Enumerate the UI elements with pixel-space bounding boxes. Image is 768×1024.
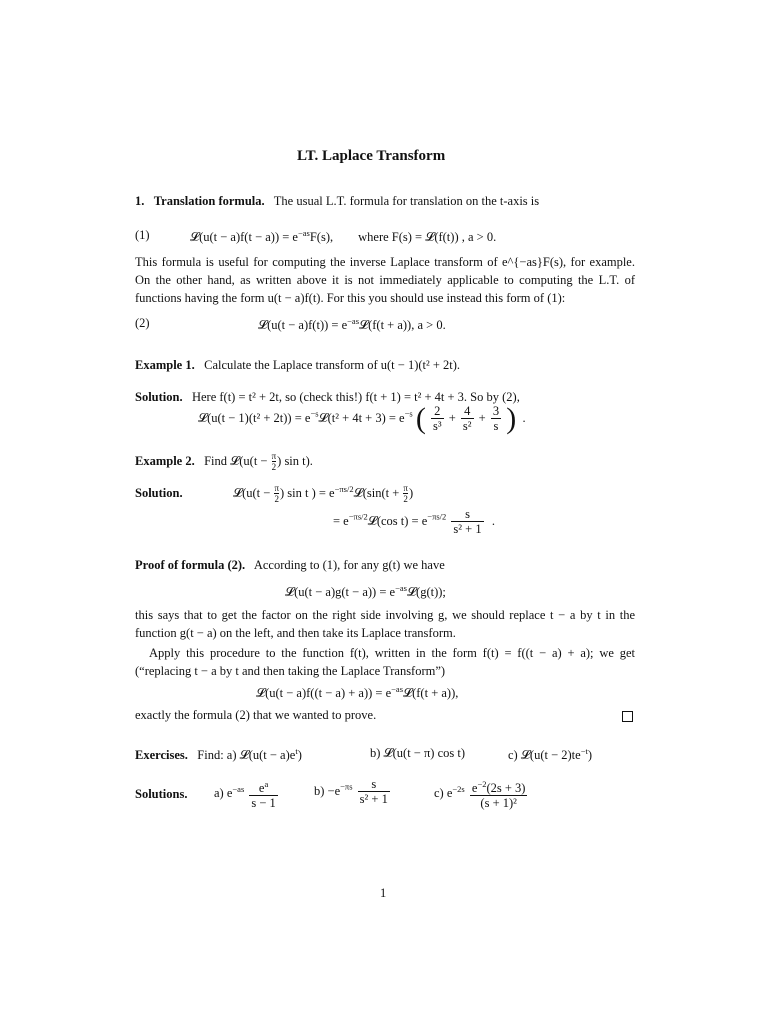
- example-2-line-1: 𝓛(u(t − $\frac{\pi}{2}$ ) sin t ) = $e^{-\pi s/2}𝓛(\sin(t$ + $\frac{\pi}{2}$ ): [233, 483, 414, 505]
- exercises-line: Exercises. Find: a) 𝓛(u(t − $a)e^t$): [135, 746, 302, 763]
- pi-over-2: $\frac{\pi}{2}$: [271, 451, 277, 472]
- eq1-exp: −as: [297, 228, 310, 238]
- fraction-s-over-s2-plus-1: $\frac{s}{\text{s² + 1}}$: [453, 507, 482, 536]
- fraction-4-over-s2: $\frac{4}{\text{s²}}$: [462, 404, 472, 433]
- solution-b-fraction: $\frac{s}{\text{s² + 1}}$: [359, 777, 388, 806]
- solution-a-fraction: $\frac{e^a}{s - 1}$: [251, 779, 276, 811]
- eq2-lhs: 𝓛(u(t − a)f(t)) = e: [258, 318, 348, 333]
- example-1: [135, 358, 460, 373]
- solution-c-fraction: $\frac{e^{-2}(2s + 3)}{\text{(s + 1)²}}$: [471, 779, 526, 811]
- proof-paragraph-2: Apply this procedure to the function f(t), written in the form f(t) = f((t − a) + a); we get (“replacing t − a by t and then taking the Laplace Transform”): [135, 646, 635, 678]
- example-2-heading: Example 2.: [135, 453, 195, 468]
- exercise-b: b) 𝓛(u(t − π) cos t): [370, 746, 465, 760]
- proof-heading-line: [135, 558, 445, 573]
- fraction-3-over-s: $\frac{3}{s}$: [492, 404, 500, 433]
- example-1-text: Calculate the Laplace transform of u(t − 1)(t² + 2t).: [204, 358, 461, 372]
- page-number: 1: [380, 886, 387, 900]
- eq2-exp: −as: [347, 316, 359, 326]
- equation-1: [190, 228, 496, 245]
- pi-over-2: $\frac{\pi}{2}$: [403, 483, 408, 505]
- proof-paragraph-1: this says that to get the factor on the right side involving g, we should replace t − a by t in the function g(t − a) on the left, and then take its Laplace transform.: [135, 608, 635, 640]
- sol-eq-mid: 𝓛(t² + 4t + 3) = e: [318, 410, 405, 425]
- example-1-solution-equation: 𝓛(u(t − $1)(t^2 + 2t)) = e^{-s}𝓛(t^2 + 4t + 3) = e^{-s}$ ( $\frac{2}{\text{s³}}$ + $\frac{4}{\text{s²}}$ + $\frac{3}{s}$ ) .: [198, 402, 526, 435]
- proof-text: According to (1), for any g(t) we have: [253, 558, 445, 572]
- eq1-rhs: F(s),: [309, 230, 334, 245]
- solution-text: Here f(t) = t² + 2t, so (check this!) f(t + 1) = t² + 4t + 3. So by (2),: [191, 390, 520, 404]
- solution-c: c) $e^{-2s}$ $\frac{e^{-2}(2s + 3)}{\text{(s + 1)²}}$: [434, 779, 526, 811]
- solution-a: a) $e^{-as}$ $\frac{e^a}{s - 1}$: [214, 779, 276, 811]
- exercise-a: Find: a) 𝓛(u(t − a)e: [197, 748, 296, 763]
- example-2-text-b: ) sin t).: [277, 453, 313, 468]
- exercises-heading: Exercises.: [135, 748, 188, 763]
- page-title: LT. Laplace Transform: [297, 148, 446, 164]
- equation-2: [258, 316, 446, 333]
- proof-equation-1: 𝓛(u(t − $a)g(t - a)) = e^{-as}𝓛(g(t))$;: [285, 583, 446, 600]
- sol-eq-exp2: −s: [404, 408, 413, 419]
- section-number: 1.: [135, 194, 145, 208]
- proof-heading: Proof of formula (2).: [135, 558, 246, 572]
- example-2-text-a: Find 𝓛(u(t −: [204, 453, 268, 468]
- left-paren: (: [415, 402, 426, 435]
- example-2: [135, 452, 313, 472]
- example-2-solution-heading: Solution.: [135, 486, 183, 500]
- sol-eq-exp: −s: [310, 408, 319, 419]
- equation-1-label: (1): [135, 228, 150, 242]
- solutions-heading: Solutions.: [135, 787, 188, 801]
- fraction-2-over-s3: $\frac{2}{\text{s³}}$: [432, 404, 442, 433]
- proof-equation-2: 𝓛(u(t − $a)f((t - a) + a)) = e^{-as}𝓛(f(t + a))$,: [256, 684, 459, 701]
- solution-b: $b) -e^{-\pi s}$ $\frac{s}{\text{s² + 1}}$: [314, 777, 388, 806]
- equation-2-label: (2): [135, 316, 150, 330]
- eq1-lhs: 𝓛(u(t − a)f(t − a)) = e: [190, 230, 298, 245]
- example-1-heading: Example 1.: [135, 358, 195, 372]
- eq1-where: where F(s) = 𝓛(f(t)) , a > 0.: [358, 230, 497, 245]
- qed-square: [622, 711, 633, 722]
- section-1-heading-line: [135, 194, 539, 209]
- pi-over-2: $\frac{\pi}{2}$: [274, 483, 279, 505]
- section-intro: The usual L.T. formula for translation on the t-axis is: [273, 194, 540, 208]
- solution-heading: Solution.: [135, 390, 183, 404]
- exercise-c: c) 𝓛(u(t − $2)te^{-t}$): [508, 746, 593, 763]
- example-2-line-2: = $e^{-\pi s/2}𝓛(\cos$ $t) = e^{-\pi s/2}$ $\frac{s}{\text{s² + 1}}$ .: [333, 507, 495, 536]
- right-paren: ): [506, 402, 517, 435]
- proof-closing: exactly the formula (2) that we wanted to prove.: [135, 708, 377, 722]
- sol-eq-lhs: 𝓛(u(t − 1)(t² + 2t)) = e: [198, 410, 311, 425]
- section-heading: Translation formula.: [153, 194, 265, 208]
- eq2-rhs: 𝓛(f(t + a)), a > 0.: [359, 318, 446, 333]
- section-1-paragraph: This formula is useful for computing the inverse Laplace transform of e^{−as}F(s), for example. On the other hand, as written above it is not immediately applicable to computing the L.T. of functions having the form u(t − a)f(t). For this you should use instead this form of (1):: [135, 255, 635, 305]
